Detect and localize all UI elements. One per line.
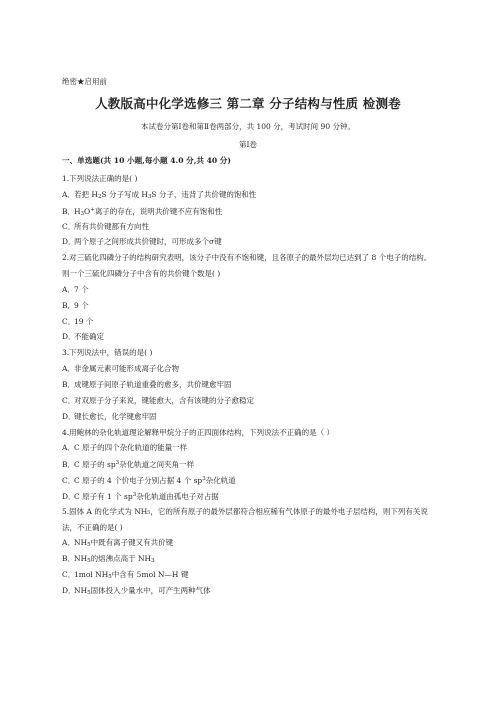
question-2-option-b[interactable]: B．9 个 <box>62 300 89 310</box>
section-heading: 一、单选题(共 10 小题,每小题 4.0 分,共 40 分) <box>62 156 231 165</box>
question-2-option-a[interactable]: A．7 个 <box>62 284 89 294</box>
question-5-option-c[interactable]: C．1mol $NH_5$中含有 5mol N—H 键 <box>62 570 189 581</box>
question-list <box>62 171 438 599</box>
question-5-stem: 5.固体 A 的化学式为 NH₅，它的所有原子的最外层都符合相应稀有气体原子的最外电子层结构，则下列有关说法，不正确的是( ) <box>62 506 428 532</box>
question-3-stem: 3.下列说法中，错误的是( ) <box>62 348 153 358</box>
exam-instructions: 本试卷分第Ⅰ卷和第Ⅱ卷两部分，共 100 分，考试时间 90 分钟。 <box>141 122 355 131</box>
volume-heading: 第Ⅰ卷 <box>239 140 257 149</box>
question-4-option-c[interactable]: C．C 原子的 4 个价电子分别占据 4 个 $sp^3$杂化轨道 <box>62 476 236 486</box>
question-2-option-c[interactable]: C．19 个 <box>62 316 94 326</box>
question-4-option-d[interactable]: D．C 原子有 1 个 $sp^3$杂化轨道由孤电子对占据 <box>62 491 219 501</box>
question-2-option-d[interactable]: D．不能确定 <box>62 332 104 342</box>
question-3-option-b[interactable]: B．成键原子间原子轨道重叠的愈多，共价键愈牢固 <box>62 379 232 389</box>
question-4-stem: 4.用鲍林的杂化轨道理论解释甲烷分子的正四面体结构，下列说法不正确的是（ ） <box>62 427 335 437</box>
question-4-option-a[interactable]: A．C 原子的四个杂化轨道的能量一样 <box>62 443 188 453</box>
question-5-option-d[interactable]: D．$NH_5$固体投入少量水中，可产生两种气体 <box>62 585 211 596</box>
question-1-option-d[interactable]: D．两个原子之间形成共价键时，可形成多个σ键 <box>62 237 222 247</box>
question-1-option-b[interactable]: B．$H_3O^+$离子的存在，说明共价键不应有饱和性 <box>62 206 223 217</box>
question-3-option-c[interactable]: C．对双原子分子来说，键能愈大，含有该键的分子愈稳定 <box>62 395 254 405</box>
confidential-mark: 绝密★启用前 <box>62 77 107 86</box>
exam-title: 人教版高中化学选修三 第二章 分子结构与性质 检测卷 <box>95 96 401 111</box>
question-1-option-c[interactable]: C．所有共价键都有方向性 <box>62 221 149 231</box>
question-1-option-a[interactable]: A．若把 $H_2S$ 分子写成 $H_3S$ 分子，违背了共价键的饱和性 <box>62 189 257 200</box>
question-2-stem: 2.对三硫化四磷分子的结构研究表明，该分子中没有不饱和键，且各原子的最外层均已达到了 8 个电子的结构。则一个三硫化四磷分子中含有的共价键个数是( ) <box>62 253 432 279</box>
question-3-option-d[interactable]: D．键长愈长，化学键愈牢固 <box>62 411 157 421</box>
question-1-stem: 1.下列说法正确的是( ) <box>62 174 138 183</box>
question-5-option-b[interactable]: B．$NH_5$的熔沸点高于 $NH_3$ <box>62 554 155 565</box>
question-3-option-a[interactable]: A．非金属元素可能形成离子化合物 <box>62 364 179 374</box>
question-5-option-a[interactable]: A．$NH_5$中既有离子键又有共价键 <box>62 538 174 549</box>
question-4-option-b[interactable]: B．C 原子的 $sp^3$杂化轨道之间夹角一样 <box>62 460 195 470</box>
